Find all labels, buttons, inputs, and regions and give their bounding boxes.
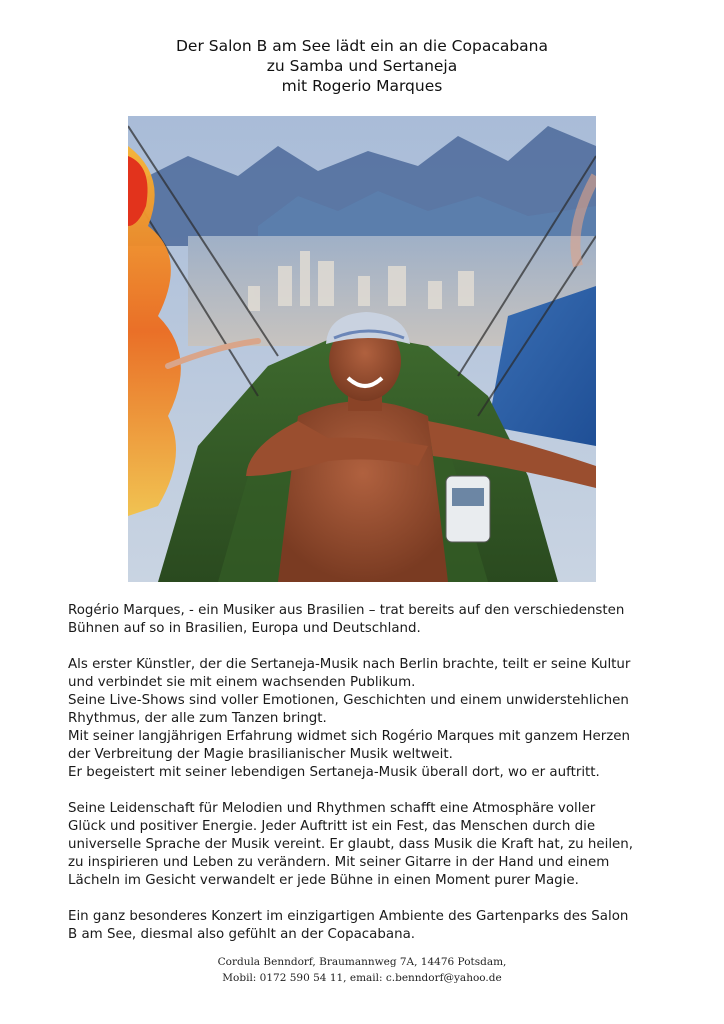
- paragraph-passion: [68, 800, 668, 890]
- text-line: Als erster Künstler, der die Sertaneja-Musik nach Berlin brachte, teilt er seine Kultur: [68, 657, 631, 672]
- text-line: Er begeistert mit seiner lebendigen Sertaneja-Musik überall dort, wo er auftritt.: [68, 765, 600, 780]
- paragraph-intro: [68, 602, 668, 638]
- title-line: zu Samba und Sertaneja: [266, 57, 458, 75]
- text-line: Bühnen auf so in Brasilien, Europa und Deutschland.: [68, 621, 421, 636]
- description-text: [68, 602, 668, 962]
- text-line: zu inspirieren und Leben zu verändern. Mit seiner Gitarre in der Hand und einem: [68, 855, 610, 870]
- text-line: Seine Live-Shows sind voller Emotionen, Geschichten und einem unwiderstehlichen: [68, 693, 629, 708]
- paragraph-concert: [68, 908, 668, 944]
- text-line: Lächeln im Gesicht verwandelt er jede Bühne in einen Moment purer Magie.: [68, 873, 579, 888]
- text-line: Glück und positiver Energie. Jeder Auftritt ist ein Fest, das Menschen durch die: [68, 819, 596, 834]
- footer-address: Cordula Benndorf, Braumannweg 7A, 14476 Potsdam,: [217, 956, 507, 968]
- text-line: Rogério Marques, - ein Musiker aus Brasilien – trat bereits auf den verschiedensten: [68, 603, 625, 618]
- text-line: universelle Sprache der Musik vereint. Er glaubt, dass Musik die Kraft hat, zu heilen,: [68, 837, 634, 852]
- paragraph-career: [68, 656, 668, 782]
- text-line: Seine Leidenschaft für Melodien und Rhythmen schafft eine Atmosphäre voller: [68, 801, 596, 816]
- text-line: B am See, diesmal also gefühlt an der Copacabana.: [68, 927, 416, 942]
- text-line: Rhythmus, der alle zum Tanzen bringt.: [68, 711, 327, 726]
- text-line: und verbindet sie mit einem wachsenden Publikum.: [68, 675, 416, 690]
- title-line: Der Salon B am See lädt ein an die Copacabana: [176, 37, 548, 55]
- title-line: mit Rogerio Marques: [281, 77, 443, 95]
- contact-footer: [0, 954, 724, 986]
- text-line: Mit seiner langjährigen Erfahrung widmet sich Rogério Marques mit ganzem Herzen: [68, 729, 631, 744]
- page-title: [0, 36, 724, 96]
- text-line: Ein ganz besonderes Konzert im einzigartigen Ambiente des Gartenparks des Salon: [68, 909, 629, 924]
- text-line: der Verbreitung der Magie brasilianischer Musik weltweit.: [68, 747, 453, 762]
- footer-contact: Mobil: 0172 590 54 11, email: c.benndorf@yahoo.de: [222, 972, 502, 984]
- artist-photo: [128, 116, 596, 582]
